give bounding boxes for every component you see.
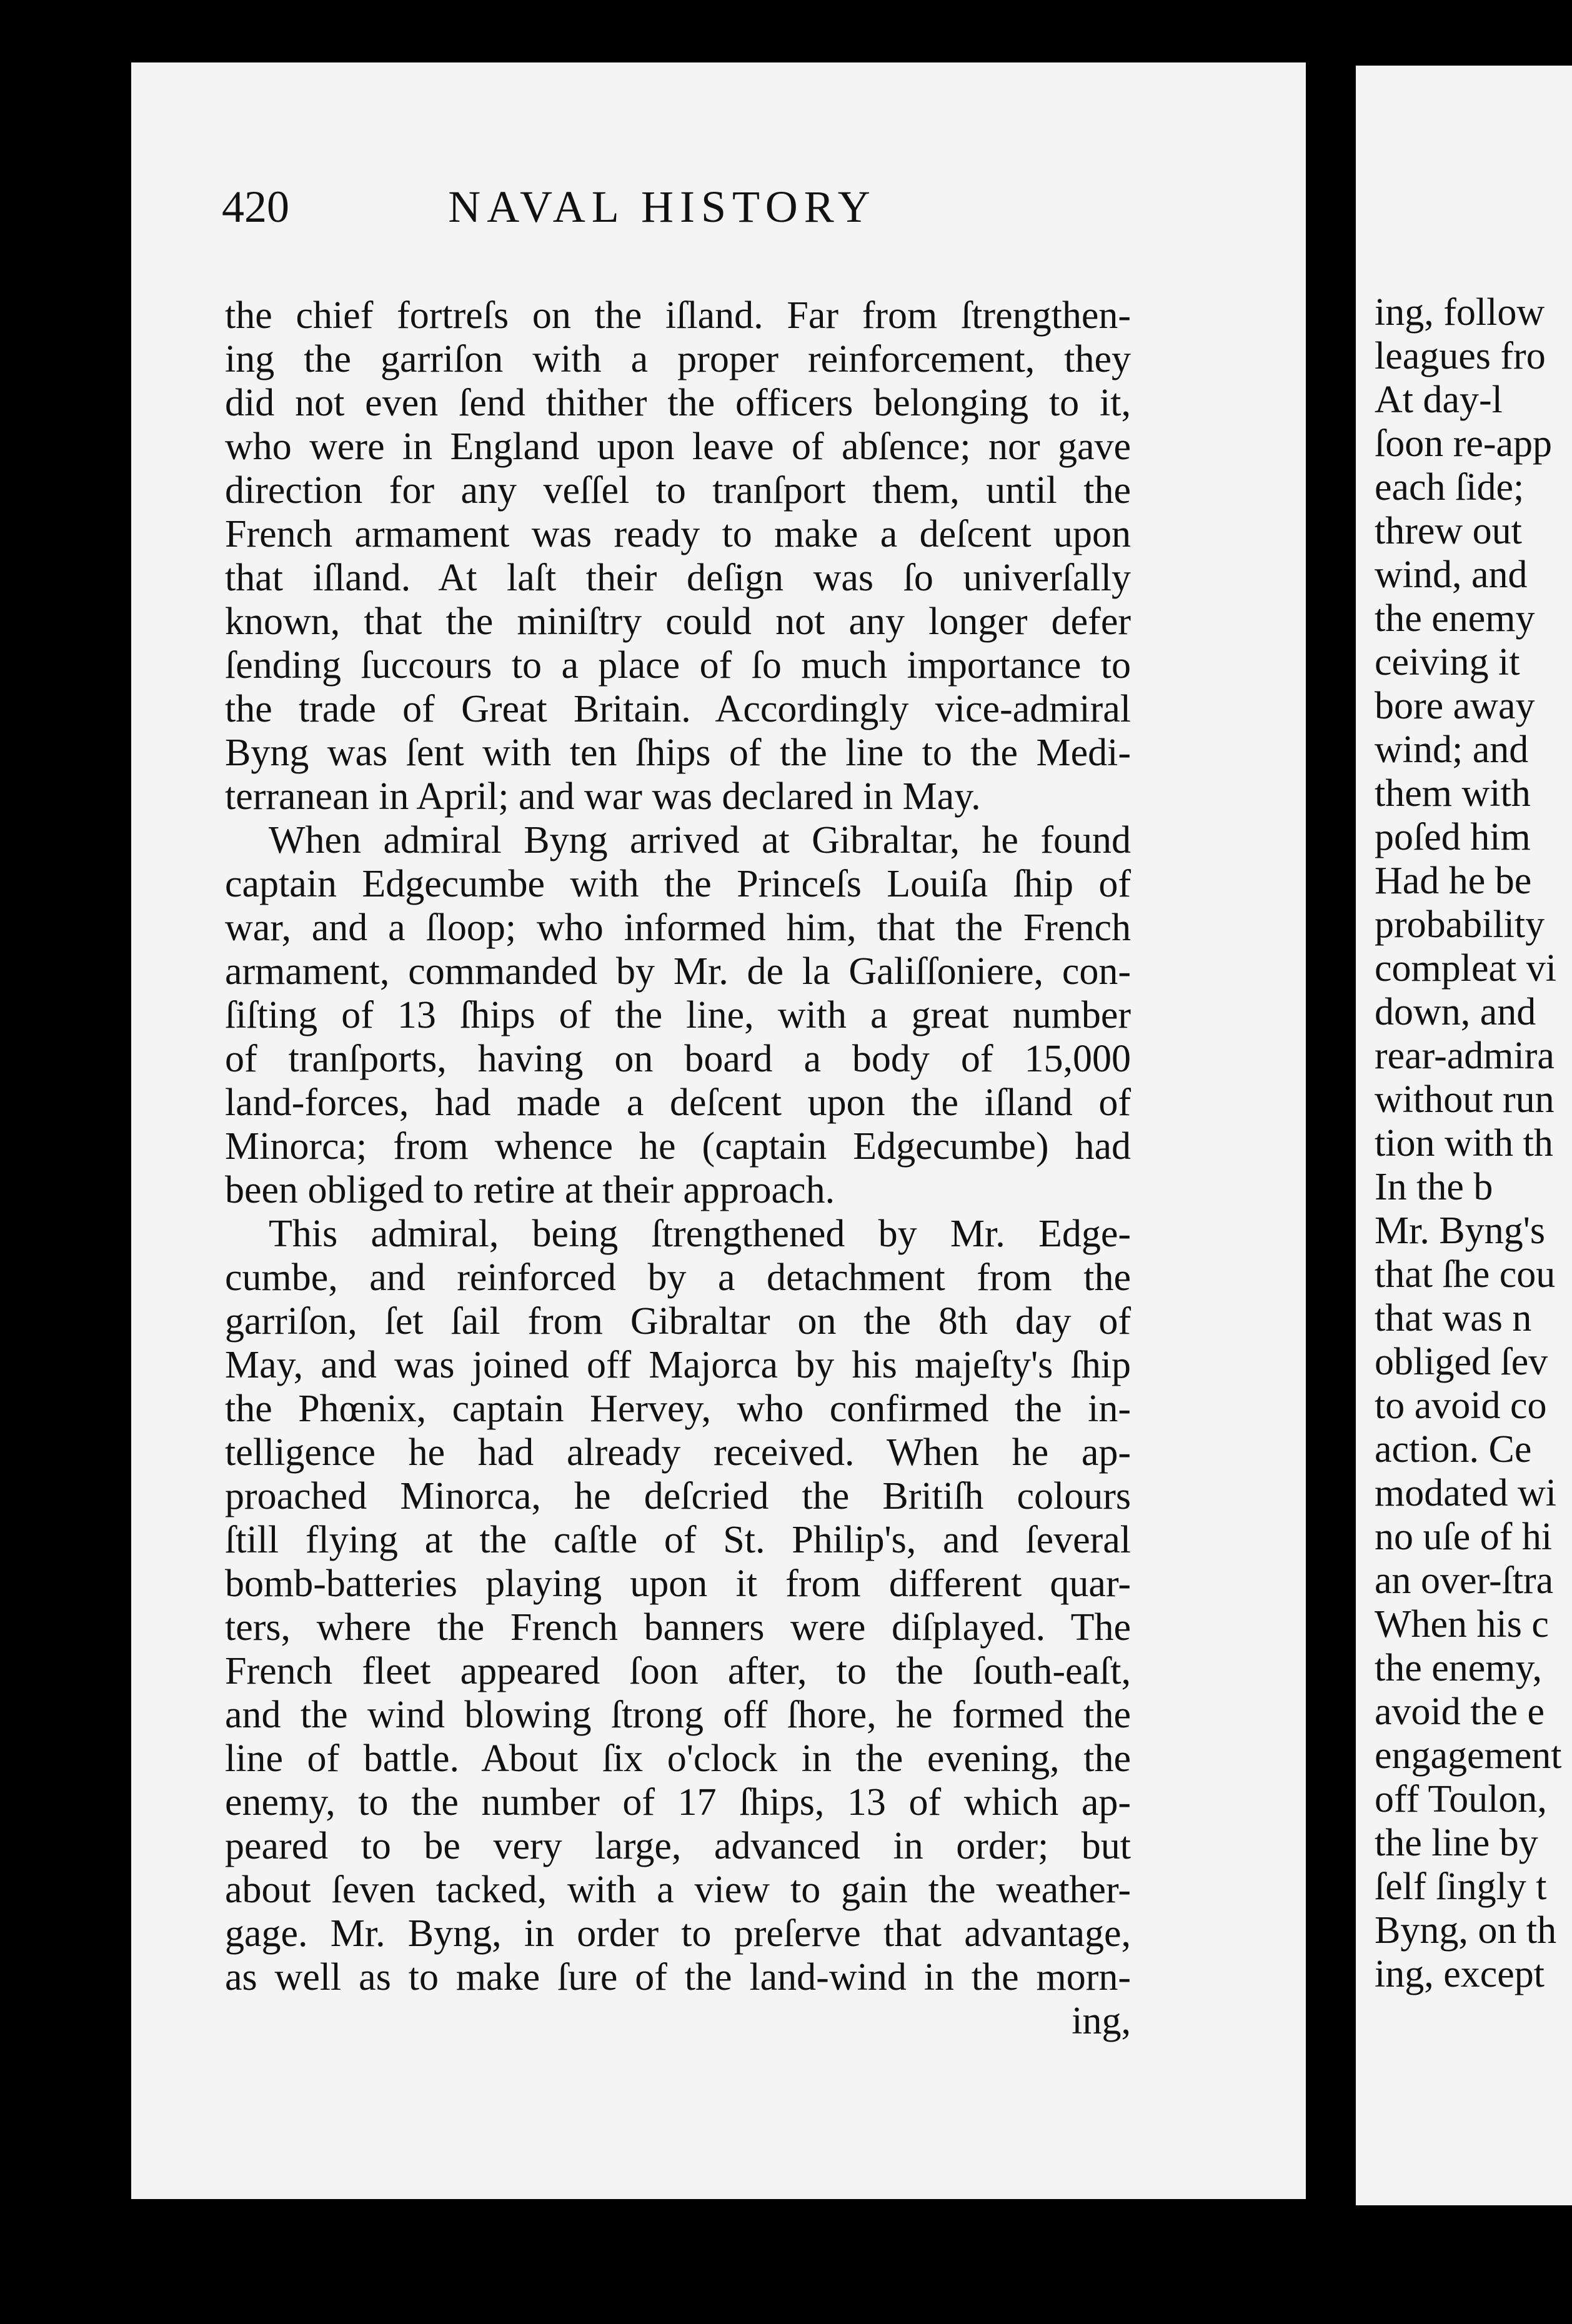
text-line: terranean in April; and war was declared in May. (225, 775, 981, 818)
right-text-line: ing, except (1375, 1953, 1545, 1995)
right-page-text (1375, 290, 1572, 1996)
right-text-line: wind; and (1375, 728, 1529, 771)
right-text-line: the enemy, (1375, 1647, 1542, 1689)
text-line: French armament was ready to make a deſcent upon (225, 513, 1131, 555)
text-line: been obliged to retire at their approach. (225, 1169, 835, 1211)
right-text-line: off Toulon, (1375, 1778, 1547, 1820)
text-line: as well as to make ſure of the land-wind in the morn- (225, 1956, 1131, 1999)
text-line: enemy, to the number of 17 ſhips, 13 of which ap- (225, 1781, 1131, 1824)
text-line: war, and a ſloop; who informed him, that the French (225, 906, 1131, 949)
text-line: garriſon, ſet ſail from Gibraltar on the 8th day of (225, 1300, 1131, 1343)
right-text-line: bore away (1375, 685, 1535, 727)
text-line: did not even ſend thither the officers belonging to it, (225, 382, 1131, 424)
text-line: proached Minorca, he deſcried the Britiſh colours (225, 1475, 1131, 1517)
right-text-line: modated wi (1375, 1472, 1556, 1514)
text-line: and the wind blowing ſtrong off ſhore, he formed the (225, 1694, 1131, 1736)
right-text-line: an over-ſtra (1375, 1559, 1554, 1602)
text-line: the Phœnix, captain Hervey, who confirmed the in- (225, 1388, 1131, 1430)
right-text-line: leagues fro (1375, 335, 1546, 377)
text-line: that iſland. At laſt their deſign was ſo univerſally (225, 557, 1131, 599)
text-line: known, that the miniſtry could not any longer defer (225, 600, 1131, 643)
right-text-line: each ſide; (1375, 466, 1525, 509)
right-text-line: action. Ce (1375, 1428, 1532, 1471)
catchword: ing, (1072, 2000, 1131, 2042)
right-text-line: probability (1375, 903, 1545, 946)
text-line: May, and was joined off Majorca by his majeſty's ſhip (225, 1344, 1131, 1386)
right-text-line: threw out (1375, 510, 1522, 552)
right-text-line: no uſe of hi (1375, 1516, 1553, 1558)
page-number: 420 (222, 182, 289, 232)
text-line: telligence he had already received. When he ap- (225, 1431, 1131, 1474)
right-text-line: to avoid co (1375, 1384, 1547, 1427)
right-text-line: rear-admira (1375, 1035, 1555, 1077)
text-line: the trade of Great Britain. Accordingly vice-admiral (225, 688, 1131, 730)
text-line: captain Edgecumbe with the Princeſs Louiſa ſhip of (225, 863, 1131, 905)
text-line: cumbe, and reinforced by a detachment from the (225, 1256, 1131, 1299)
text-line: who were in England upon leave of abſence; nor gave (225, 425, 1131, 468)
right-text-line: At day-l (1375, 379, 1503, 421)
page-header (222, 162, 1103, 237)
right-text-line: without run (1375, 1078, 1555, 1121)
text-line: Minorca; from whence he (captain Edgecumbe) had (225, 1125, 1131, 1168)
text-line: line of battle. About ſix o'clock in the evening, the (225, 1737, 1131, 1780)
right-text-line: obliged ſev (1375, 1341, 1548, 1383)
text-line: armament, commanded by Mr. de la Galiſſoniere, con- (225, 950, 1131, 993)
text-line: the chief fortreſs on the iſland. Far from ſtrengthen- (225, 294, 1131, 337)
right-text-line: ceiving it (1375, 641, 1520, 683)
right-text-line: poſed him (1375, 816, 1531, 858)
right-text-line: compleat vi (1375, 947, 1556, 990)
right-text-line: the enemy (1375, 597, 1535, 640)
right-text-line: Mr. Byng's (1375, 1209, 1546, 1252)
text-line: peared to be very large, advanced in order; but (225, 1825, 1131, 1867)
right-text-line: that was n (1375, 1297, 1532, 1339)
right-text-line: ſoon re-app (1375, 422, 1553, 465)
right-text-line: that ſhe cou (1375, 1253, 1556, 1296)
body-text (225, 294, 1131, 2043)
right-text-line: avoid the e (1375, 1691, 1545, 1733)
text-line: bomb-batteries playing upon it from different quar- (225, 1562, 1131, 1605)
text-line: land-forces, had made a deſcent upon the iſland of (225, 1081, 1131, 1124)
right-text-line: the line by (1375, 1822, 1538, 1864)
right-text-line: When his c (1375, 1603, 1549, 1646)
right-text-line: down, and (1375, 991, 1536, 1033)
text-line: direction for any veſſel to tranſport them, until the (225, 469, 1131, 512)
running-title: NAVAL HISTORY (448, 182, 877, 232)
right-text-line: engagement (1375, 1734, 1562, 1777)
right-text-line: ing, follow (1375, 291, 1545, 334)
right-text-line: them with (1375, 772, 1531, 815)
text-line: ing the garriſon with a proper reinforcement, they (225, 338, 1131, 380)
right-text-line: Byng, on th (1375, 1909, 1557, 1952)
text-line: ſtill flying at the caſtle of St. Philip's, and ſeveral (225, 1519, 1131, 1561)
right-text-line: wind, and (1375, 554, 1528, 596)
right-text-line: tion with th (1375, 1122, 1553, 1164)
text-line: ters, where the French banners were diſplayed. The (225, 1606, 1131, 1649)
text-line: about ſeven tacked, with a view to gain the weather- (225, 1869, 1131, 1911)
text-line: Byng was ſent with ten ſhips of the line to the Medi- (225, 732, 1131, 774)
text-line: of tranſports, having on board a body of 15,000 (225, 1038, 1131, 1080)
text-line: French fleet appeared ſoon after, to the ſouth-eaſt, (225, 1650, 1131, 1692)
text-line: ſiſting of 13 ſhips of the line, with a great number (225, 994, 1131, 1036)
right-text-line: Had he be (1375, 860, 1532, 902)
text-line: ſending ſuccours to a place of ſo much importance to (225, 644, 1131, 687)
right-text-line: ſelf ſingly t (1375, 1865, 1547, 1908)
text-line: gage. Mr. Byng, in order to preſerve that advantage, (225, 1912, 1131, 1955)
right-text-line: In the b (1375, 1166, 1493, 1208)
right-page (1356, 66, 1572, 2205)
text-line: When admiral Byng arrived at Gibraltar, he found (269, 819, 1131, 862)
text-line: This admiral, being ſtrengthened by Mr. Edge- (269, 1213, 1131, 1255)
